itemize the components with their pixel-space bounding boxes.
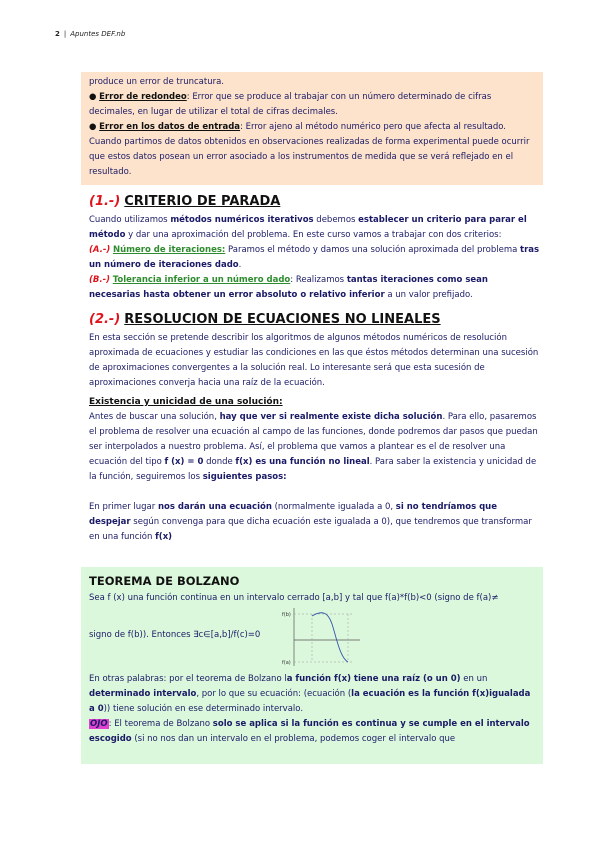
rounding-error-text: : Error que se produce al trabajar con un número determinado de cifras decimales, en lugar de utilizar el total de cifras decimales. (89, 92, 492, 117)
bolzano-explanation: En otras palabras: por el teorema de Bolzano la función f(x) tiene una raíz (o un 0) en un determinado intervalo, por lo que su ecuación: (ecuación (la ecuación es la función f(x)igualada a 0)) tiene solución en ese determinado intervalo. (89, 674, 531, 714)
bullet-icon: ● (89, 122, 97, 132)
criterion-a: (A.-) Número de iteraciones: Paramos el método y damos una solución aproximada del problema tras un número de iteraciones dado. (89, 245, 540, 270)
truncation-line: produce un error de truncatura. (89, 77, 224, 87)
page-content (89, 72, 541, 764)
bolzano-statement-cont: signo de f(b)). Entonces ∃c∈[a,b]/f(c)=0 (89, 630, 261, 640)
nonlinear-intro: En esta sección se pretende describir los algoritmos de algunos métodos numéricos de resolución aproximada de ecuaciones y estudiar las condiciones en las que éstos métodos determinan una sucesión de aproximaciones convergentes a la solución real. Lo interesante será que esta sucesión de aproximaciones converja hacia una raíz de la ecuación. (89, 333, 539, 388)
bolzano-graph (282, 606, 362, 668)
bolzano-statement: Sea f (x) una función continua en un intervalo cerrado [a,b] y tal que f(a)*f(b)<0 (signo de f(a)≠ (89, 593, 499, 603)
section-heading-nonlinear (89, 311, 541, 329)
bolzano-box (81, 567, 543, 764)
page-header (55, 30, 125, 38)
file-name: Apuntes DEF.nb (70, 30, 126, 38)
criterion-b-title: Tolerancia inferior a un número dado (112, 275, 291, 285)
rounding-error-title: Error de redondeo (99, 92, 187, 102)
section-heading-stop-criterion (89, 193, 541, 211)
bullet-icon: ● (89, 92, 97, 102)
existence-subtitle: Existencia y unicidad de una solución: (89, 397, 283, 407)
input-data-error-text: : Error ajeno al método numérico pero que afecta al resultado. Cuando partimos de datos obtenidos en observaciones realizadas de forma experimental puede ocurrir que estos datos posean un error asociado a los instrumentos de medida que se verá reflejado en el resultado. (89, 122, 530, 177)
criterion-a-title: Número de iteraciones: (112, 245, 226, 255)
section-number: (2.-) (89, 312, 121, 327)
bolzano-warning: OJO: El teorema de Bolzano solo se aplica si la función es continua y se cumple en el intervalo escogido (si no nos dan un intervalo en el problema, podemos coger el intervalo que (89, 719, 530, 744)
page-number: 2 (55, 30, 60, 38)
rounding-error-item (89, 90, 535, 120)
graph-curve (312, 613, 348, 662)
graph-fa-label: f(a) (282, 660, 292, 666)
header-separator: | (63, 30, 67, 38)
bolzano-title: TEOREMA DE BOLZANO (89, 574, 240, 588)
ojo-highlight: OJO (90, 719, 108, 729)
existence-paragraph: Antes de buscar una solución, hay que ver si realmente existe dicha solución. Para ello, pasaremos el problema de resolver una ecuación al campo de las funciones, donde podremos dar pasos que puedan ser interpolados a nuestro problema. Así, el problema que vamos a plantear es el de resolver una ecuación del tipo f (x) = 0 donde f(x) es una función no lineal. Para saber la existencia y unicidad de la función, seguiremos los siguientes pasos: (89, 412, 538, 482)
stop-criterion-intro: Cuando utilizamos métodos numéricos iterativos debemos establecer un criterio para parar el método y dar una aproximación del problema. En este curso vamos a trabajar con dos criterios: (89, 215, 527, 240)
criterion-b: (B.-) Tolerancia inferior a un número dado: Realizamos tantas iteraciones como sean necesarias hasta obtener un error absoluto o relativo inferior a un valor prefijado. (89, 275, 488, 300)
input-data-error-title: Error en los datos de entrada (99, 122, 241, 132)
graph-fb-label: f(b) (282, 612, 292, 618)
section-title: CRITERIO DE PARADA (124, 194, 281, 209)
first-step-paragraph: En primer lugar nos darán una ecuación (normalmente igualada a 0, si no tendríamos que despejar según convenga para que dicha ecuación este igualada a 0), que tendremos que transformar en una función f(x) (89, 502, 532, 542)
section-title: RESOLUCION DE ECUACIONES NO LINEALES (124, 312, 441, 327)
input-data-error-item (89, 120, 535, 180)
errors-box (81, 72, 543, 185)
section-number: (1.-) (89, 194, 121, 209)
